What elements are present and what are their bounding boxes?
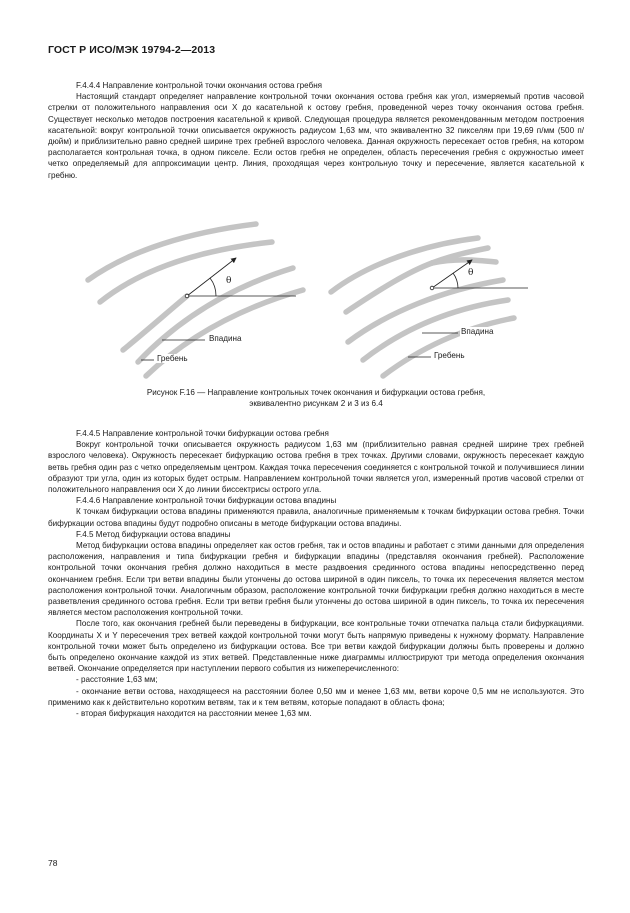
ridge-line — [88, 224, 256, 280]
figure-drawing — [48, 210, 584, 385]
angle-arc — [210, 278, 216, 296]
paragraph: Метод бифуркации остова впадины определяет как остов гребня, так и остов впадины и работает с этими данными для определения расположения, направления и типа бифуркации гребня и бифуркации впадины (представляя окончания гребней). Расположение контрольной точки окончания гребня должно находиться в месте раздвоения срединного остова впадины непосредственно перед окончанием гребня. Если три ветви впадины были утончены до остова шириной в один пиксель, то точка их пересечения является местом расположения контрольной точки. Аналогичным образом, расположение контрольной точки бифуркации гребня должно находиться в месте разветвления срединного остова гребня. Если три ветви гребня были утончены до остова шириной в один пиксель, то точка их пересечения является местом расположения контрольной точки. — [48, 541, 584, 618]
list-item: - окончание ветви остова, находящееся на расстоянии более 0,50 мм и менее 1,63 мм, ветви короче 0,5 мм не используются. Это применимо как к действительно коротким ветвям, так и к тем ветвям, которые попадают в область фона; — [48, 686, 584, 707]
section-f-4-4-4 — [48, 80, 584, 181]
list-item: - расстояние 1,63 мм; — [76, 675, 158, 685]
ridge-line — [331, 238, 478, 292]
ridge-line — [432, 260, 496, 263]
section-heading: F.4.4.5 Направление контрольной точки бифуркации остова гребня — [76, 429, 329, 438]
figure-f-16 — [48, 210, 584, 385]
page-number: 78 — [48, 858, 58, 868]
left-ridge-diagram — [88, 224, 303, 376]
theta-symbol-right: θ — [468, 268, 474, 278]
section-f-4-4-5 — [48, 428, 584, 719]
right-bifurcation-diagram — [331, 238, 514, 376]
minutia-point — [430, 286, 434, 290]
theta-symbol-left: θ — [226, 276, 232, 286]
valley-label-right: Впадина — [461, 327, 494, 336]
section-heading: F.4.5 Метод бифуркации остова впадины — [76, 529, 231, 539]
minutia-point — [185, 294, 189, 298]
document-code-header: ГОСТ Р ИСО/МЭК 19794-2—2013 — [48, 44, 216, 56]
ridge-label-left: Гребень — [157, 354, 188, 363]
list-item: - вторая бифуркация находится на расстоянии менее 1,63 мм. — [76, 709, 312, 719]
paragraph: К точкам бифуркации остова впадины применяются правила, аналогичные применяемым к точкам бифуркации остова гребня. Точки бифуркации остова впадины будут подробно описаны в методе бифуркации остова впадины. — [48, 507, 584, 528]
ridge-label-right: Гребень — [434, 351, 465, 360]
paragraph: После того, как окончания гребней были переведены в бифуркации, все контрольные точки отпечатка пальца стали бифуркациями. Координаты X и Y пересечения трех ветвей каждой контрольной точки могут быть напрямую приведены к нужному формату. Направление контрольной точки может быть определено из бифуркации остова. Все три ветви каждой бифуркации должны быть проверены и должно быть определено окончание каждой из этих ветвей. Представленные ниже диаграммы иллюстрируют три метода определения окончания ветвей. Окончание определяется при наступлении первого события из нижеперечисленного: — [48, 619, 584, 674]
section-heading: F.4.4.6 Направление контрольной точки бифуркации остова впадины — [76, 496, 337, 506]
figure-caption — [48, 387, 584, 409]
paragraph: Настоящий стандарт определяет направление контрольной точки окончания остова гребня как угол, измеряемый против часовой стрелки от положительного направления оси X до касательной к остову гребня, проведенной через точку окончания остова гребня. Существует несколько методов построения касательной к кривой. Следующая процедура является рекомендованным методом построения касательной: вокруг контрольной точки описывается окружность радиусом 1,63 мм, что эквивалентно 32 пикселям при 19,69 п/мм (500 п/дюйм) и приблизительно равно средней ширине трех гребней взрослого человека. Данная окружность пересекает остов гребня, на котором располагается контрольная точка, в одном пикселе. Если остов гребня не определен, область пересечения гребня с окружностью имеет четко определяемый для аппроксимации центр. Линия, проходящая через контрольную точку и пересечение, является касательной к гребню. — [48, 92, 584, 180]
ridge-line — [100, 242, 272, 302]
angle-arc — [453, 273, 458, 288]
caption-line: эквивалентно рисункам 2 и 3 из 6.4 — [249, 399, 383, 409]
section-heading: F.4.4.4 Направление контрольной точки окончания остова гребня — [76, 81, 323, 90]
paragraph: Вокруг контрольной точки описывается окружность радиусом 1,63 мм (приблизительно равная средней ширине трех гребней взрослого человека). Окружность пересекает бифуркацию остова гребня в трех точках. Другими словами, окружность пересекает каждую ветвь гребня один раз с четко определяемым центром. Каждая точка пересечения соединяется с контрольной точкой и получившиеся линии образуют три угла, один из которых будет острым. Направлением контрольной точки является угол, измеренный против часовой стрелки от положительного направления оси X до линии биссектрисы острого угла. — [48, 440, 584, 495]
caption-line: Рисунок F.16 — Направление контрольных точек окончания и бифуркации остова гребня, — [146, 388, 486, 397]
valley-label-left: Впадина — [209, 334, 242, 343]
